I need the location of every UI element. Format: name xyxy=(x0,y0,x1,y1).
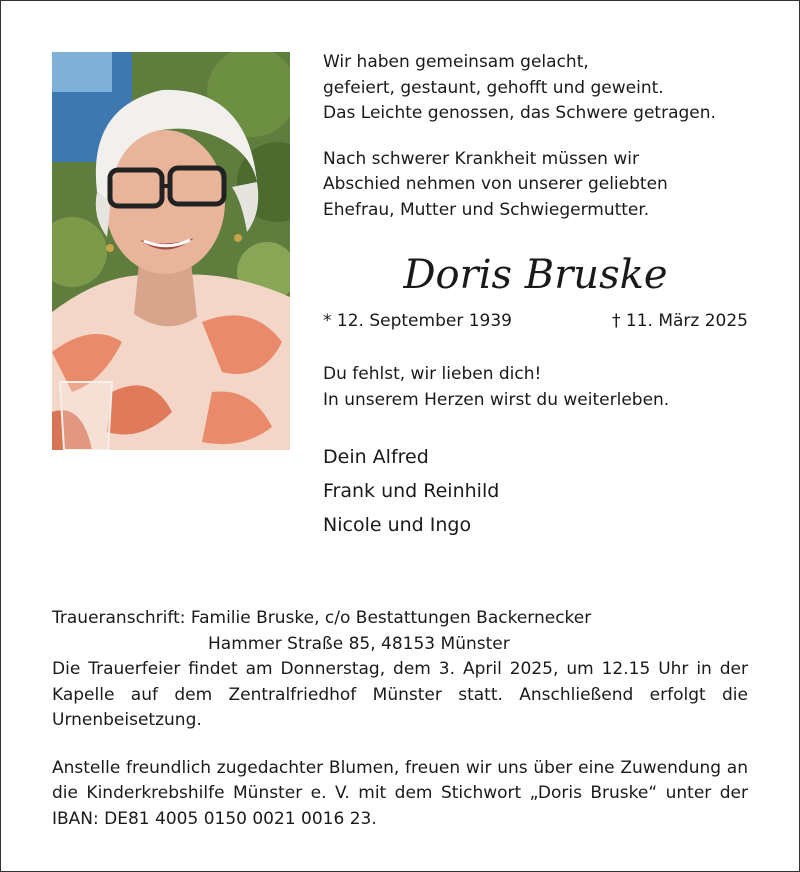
signers xyxy=(323,440,499,542)
portrait-photo xyxy=(52,52,290,450)
donation-text: Anstelle freundlich zugedachter Blumen, freuen wir uns über eine Zuwendung an die Kinderkrebshilfe Münster e. V. mit dem Stichwort „Doris Bruske“ unter der IBAN: DE81 4005 0150 0021 0016 23. xyxy=(52,757,748,829)
announcement-line: Nach schwerer Krankheit müssen wir xyxy=(323,148,639,169)
motto-line: In unserem Herzen wirst du weiterleben. xyxy=(323,389,670,410)
death-date: † 11. März 2025 xyxy=(611,311,748,331)
notice-details xyxy=(52,606,748,832)
motto xyxy=(323,362,669,413)
signer: Dein Alfred xyxy=(323,446,429,468)
deceased-name: Doris Bruske xyxy=(403,252,668,298)
announcement-line: Ehefrau, Mutter und Schwiegermutter. xyxy=(323,199,650,220)
announcement-line: Abschied nehmen von unserer geliebten xyxy=(323,174,668,194)
signer: Nicole und Ingo xyxy=(323,514,472,536)
verse-line: Das Leichte genossen, das Schwere getragen. xyxy=(323,103,716,123)
birth-date: * 12. September 1939 xyxy=(323,311,512,331)
address-label: Traueranschrift: xyxy=(52,608,186,628)
address-line1: Familie Bruske, c/o Bestattungen Backernecker xyxy=(190,608,592,628)
poem-verse xyxy=(323,50,716,223)
address-line2: Hammer Straße 85, 48153 Münster xyxy=(208,633,510,654)
verse-line: gefeiert, gestaunt, gehofft und geweint. xyxy=(323,77,664,98)
ceremony-text: Die Trauerfeier findet am Donnerstag, dem 3. April 2025, um 12.15 Uhr in der Kapelle auf dem Zentralfriedhof Münster statt. Anschließend erfolgt die Urnenbeisetzung. xyxy=(52,659,748,730)
signer: Frank und Reinhild xyxy=(323,480,500,502)
verse-line: Wir haben gemeinsam gelacht, xyxy=(323,52,589,72)
motto-line: Du fehlst, wir lieben dich! xyxy=(323,364,542,384)
address-row xyxy=(52,606,748,632)
